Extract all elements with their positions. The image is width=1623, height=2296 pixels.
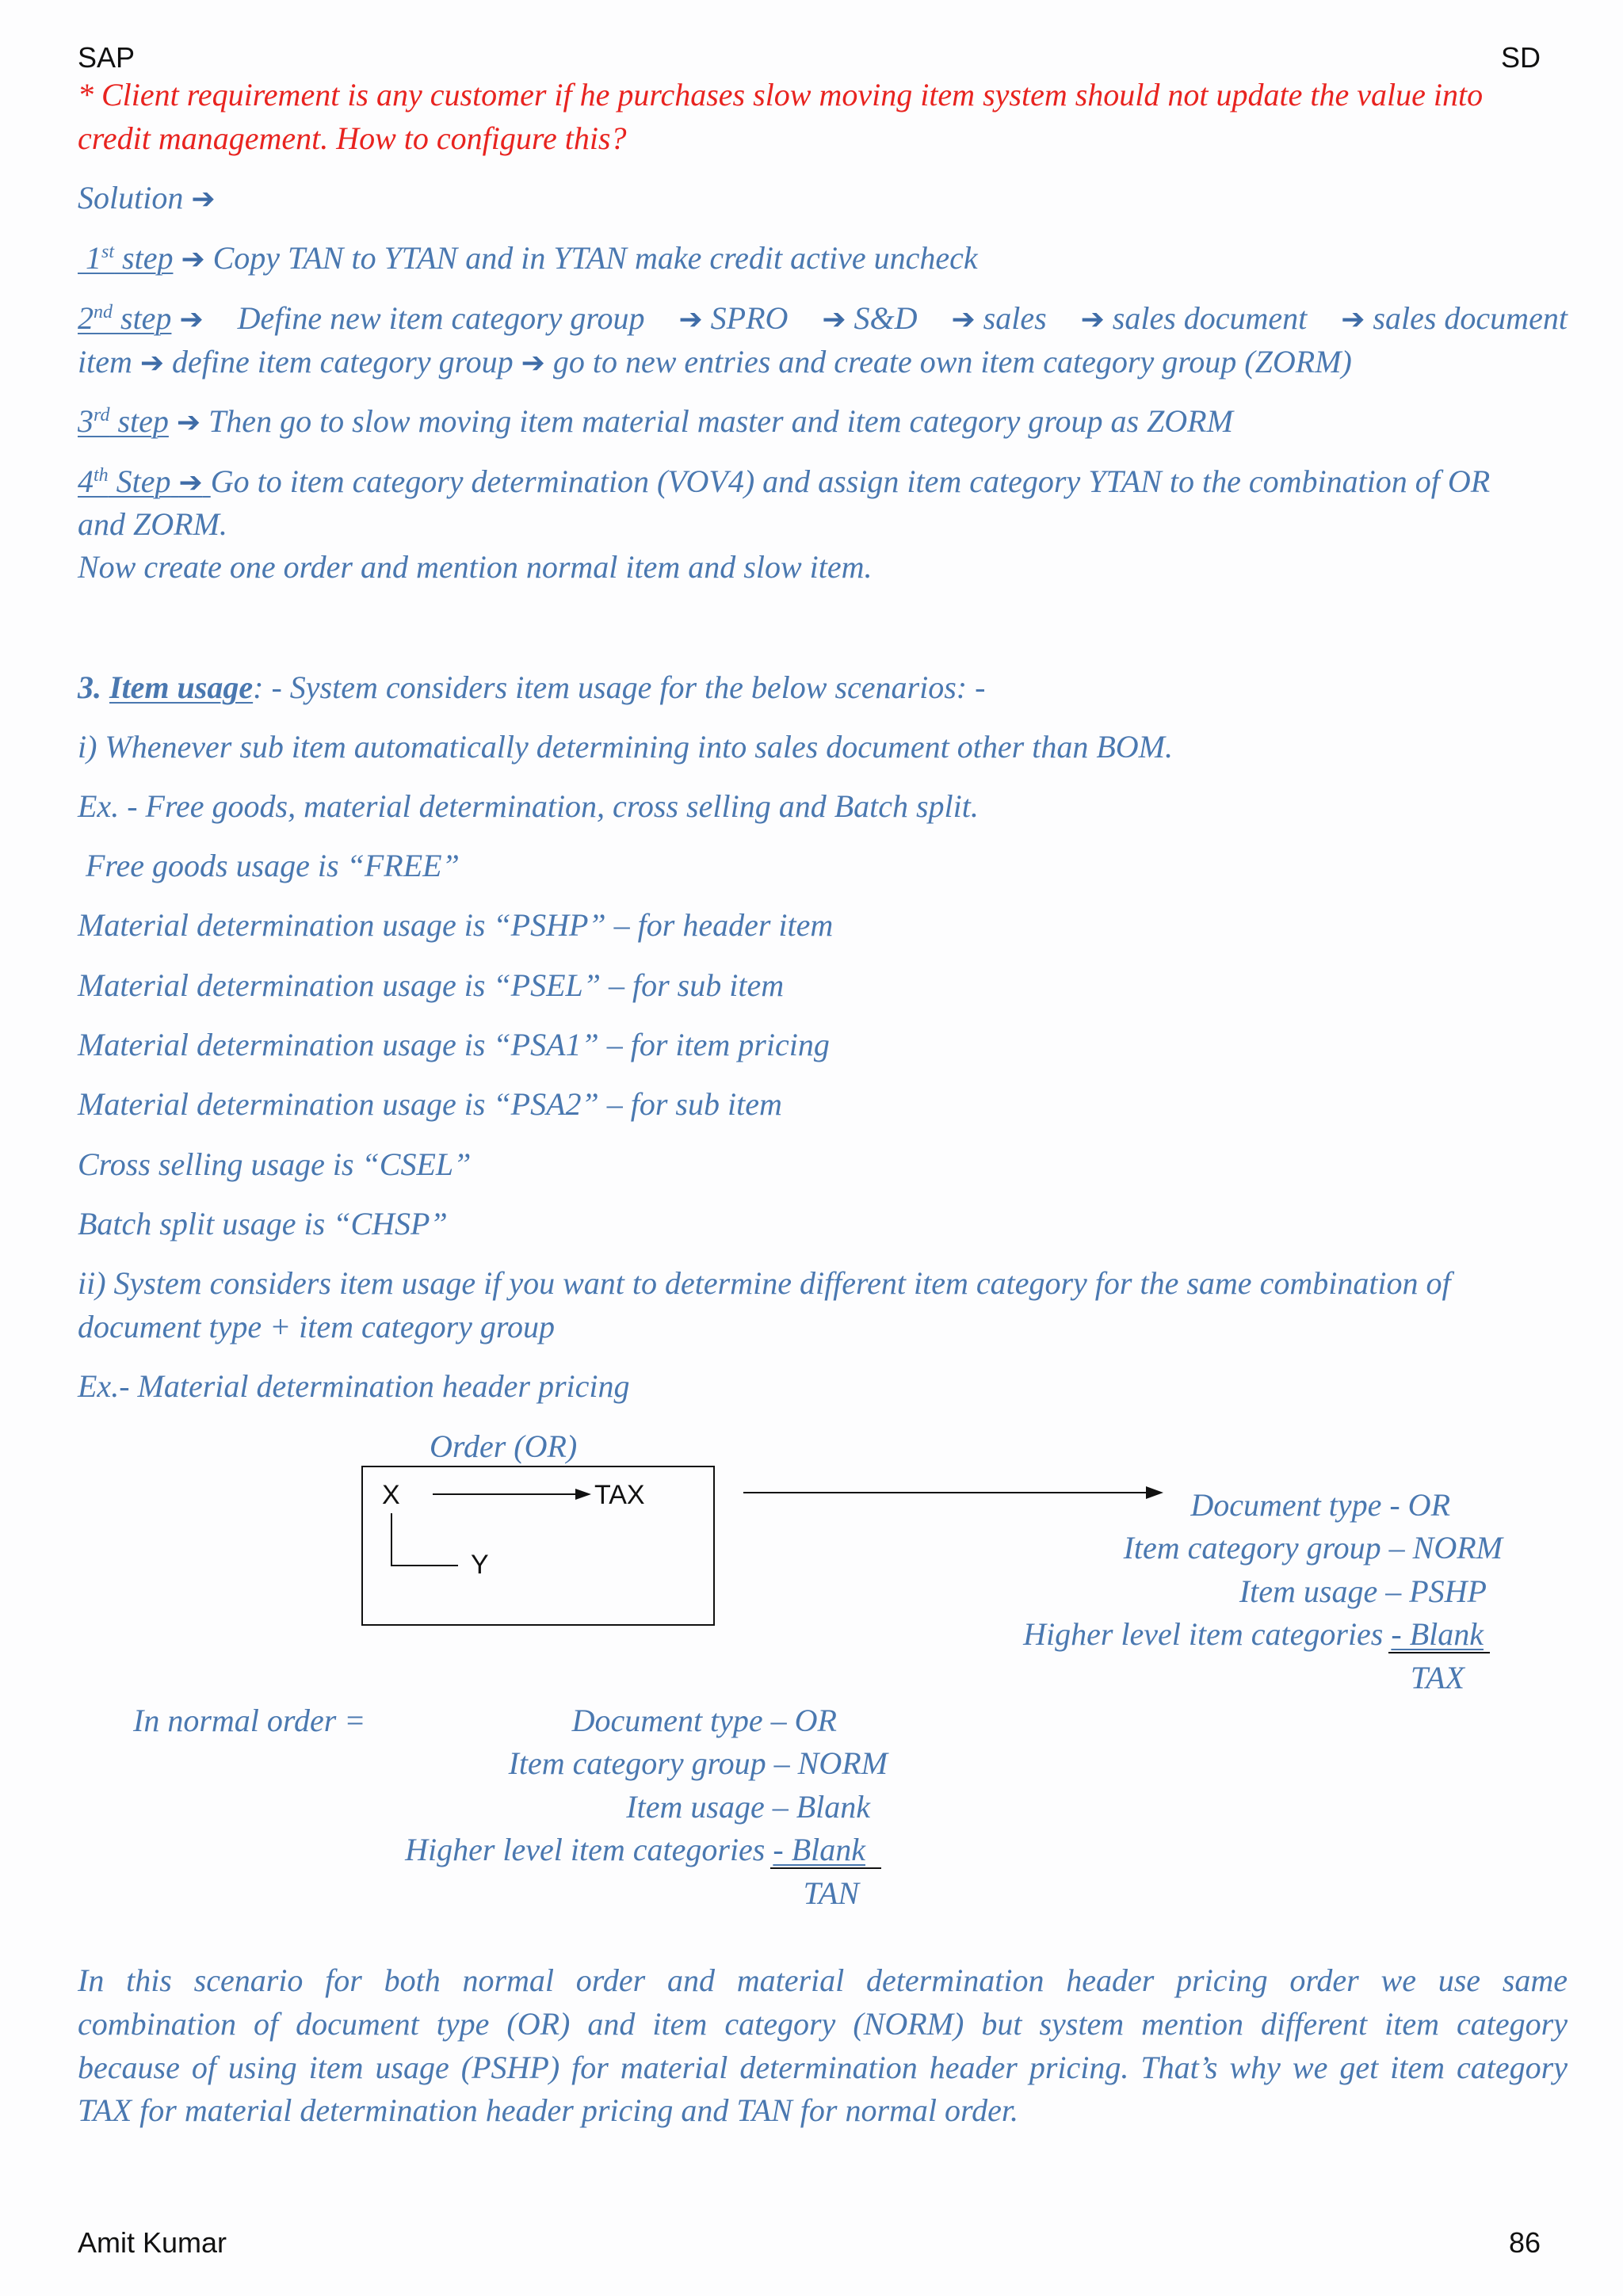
solution-label	[78, 182, 216, 214]
step-2-line-2: item ➔ define item category group ➔ go to new entries and create own item category group (ZORM)	[78, 344, 1352, 379]
question-line-2: credit management. How to configure this?	[78, 120, 627, 156]
diagram-box	[361, 1466, 715, 1626]
step-2-part: Define new item category group	[237, 300, 645, 336]
normal-higher-level: Higher level item categories - Blank	[405, 1832, 865, 1867]
step-4-line-2: and ZORM.	[78, 506, 227, 542]
usage-line: Ex. - Free goods, material determination, cross selling and Batch split.	[78, 788, 979, 824]
usage-line: Material determination usage is “PSHP” – for header item	[78, 907, 834, 943]
item-usage-heading: 3. Item usage: - System considers item usage for the below scenarios: -	[78, 669, 986, 705]
diagram-x-label: X	[382, 1480, 400, 1510]
arrow-right-icon: ➔	[191, 183, 216, 215]
example-2: Ex.- Material determination header pricing	[78, 1368, 630, 1404]
solution-text: Solution	[78, 180, 184, 215]
conclusion-line-2: combination of document type (OR) and item category (NORM) but system mention different item category	[78, 2006, 1568, 2042]
step-4-label: 4th Step ➔	[78, 463, 203, 499]
usage-line: Material determination usage is “PSA2” – for sub item	[78, 1086, 782, 1122]
usage-line: Batch split usage is “CHSP”	[78, 1206, 448, 1241]
usage-line: Material determination usage is “PSA1” – for item pricing	[78, 1027, 830, 1062]
diag-item-usage: Item usage – PSHP	[1239, 1573, 1487, 1609]
arrow-right-icon: ➔	[1341, 303, 1365, 336]
step-1-text: Copy TAN to YTAN and in YTAN make credit active uncheck	[212, 240, 978, 276]
step-2-label: 2nd step	[78, 300, 172, 336]
arrow-right-icon: ➔	[139, 347, 165, 379]
diagram-tax-label: TAX	[594, 1480, 645, 1510]
arrow-right-icon: ➔	[951, 303, 976, 336]
header-right: SD	[1500, 41, 1541, 74]
normal-item-cat-group: Item category group – NORM	[508, 1745, 888, 1781]
page-number: 86	[1508, 2226, 1541, 2259]
step-1	[78, 242, 978, 274]
diag-result-underline	[1388, 1652, 1490, 1653]
arrow-head-icon	[1146, 1486, 1163, 1499]
usage-line: i) Whenever sub item automatically determining into sales document other than BOM.	[78, 729, 1173, 765]
scenario-2-line-2: document type + item category group	[78, 1309, 556, 1344]
step-3	[78, 403, 1233, 439]
arrow-right-icon: ➔	[1080, 303, 1105, 336]
arrow-right-icon: ➔	[678, 303, 703, 336]
footer-author: Amit Kumar	[78, 2226, 227, 2259]
arrow-right-icon: ➔	[176, 406, 201, 439]
step-1-label: 1st step	[86, 240, 174, 276]
question-line-1: * Client requirement is any customer if he purchases slow moving item system should not update the value into	[78, 77, 1484, 113]
arrow-right-icon: ➔	[181, 243, 205, 276]
diag-doc-type: Document type - OR	[1190, 1487, 1450, 1523]
step-3-label: 3rd step	[78, 403, 169, 439]
diag-item-cat-group: Item category group – NORM	[1123, 1530, 1503, 1566]
conclusion-line-3: because of using item usage (PSHP) for material determination header pricing. That’s why we get item category	[78, 2050, 1568, 2085]
header-left: SAP	[78, 41, 136, 74]
conclusion-line-4: TAX for material determination header pricing and TAN for normal order.	[78, 2092, 1019, 2128]
usage-line: Material determination usage is “PSEL” – for sub item	[78, 967, 785, 1003]
scenario-2-line-1: ii) System considers item usage if you want to determine different item category for the same combination of	[78, 1265, 1451, 1301]
normal-result-underline	[770, 1867, 881, 1869]
usage-line: Cross selling usage is “CSEL”	[78, 1146, 472, 1182]
normal-item-usage: Item usage – Blank	[626, 1789, 870, 1825]
item-usage-title: Item usage	[109, 669, 254, 705]
diag-result: TAX	[1410, 1660, 1465, 1695]
diagram-y-label: Y	[471, 1550, 489, 1580]
step-3-text: Then go to slow moving item material master and item category group as ZORM	[208, 403, 1233, 439]
diagram-title: Order (OR)	[430, 1428, 578, 1464]
normal-doc-type: Document type – OR	[571, 1703, 837, 1738]
arrow-right-icon: ➔	[178, 467, 203, 499]
conclusion-line-1: In this scenario for both normal order and material determination header pricing order we use same	[78, 1962, 1568, 1998]
now-create-line: Now create one order and mention normal item and slow item.	[78, 549, 873, 585]
usage-line: Free goods usage is “FREE”	[78, 848, 460, 883]
normal-order-label: In normal order =	[133, 1703, 366, 1738]
arrow-right-icon: ➔	[179, 303, 204, 336]
step-4-line-1	[78, 463, 1491, 499]
step-2-line-1: 2nd step ➔ Define new item category group ➔ SPRO ➔ S&D ➔ sales ➔ sales document ➔ sales document	[78, 300, 1568, 336]
step-4-text: Go to item category determination (VOV4) and assign item category YTAN to the combination of OR	[210, 463, 1491, 499]
arrow-right-icon: ➔	[822, 303, 846, 336]
arrow-right-icon: ➔	[521, 347, 545, 379]
diag-higher-level: Higher level item categories - Blank	[1023, 1616, 1484, 1652]
normal-result: TAN	[803, 1875, 859, 1911]
